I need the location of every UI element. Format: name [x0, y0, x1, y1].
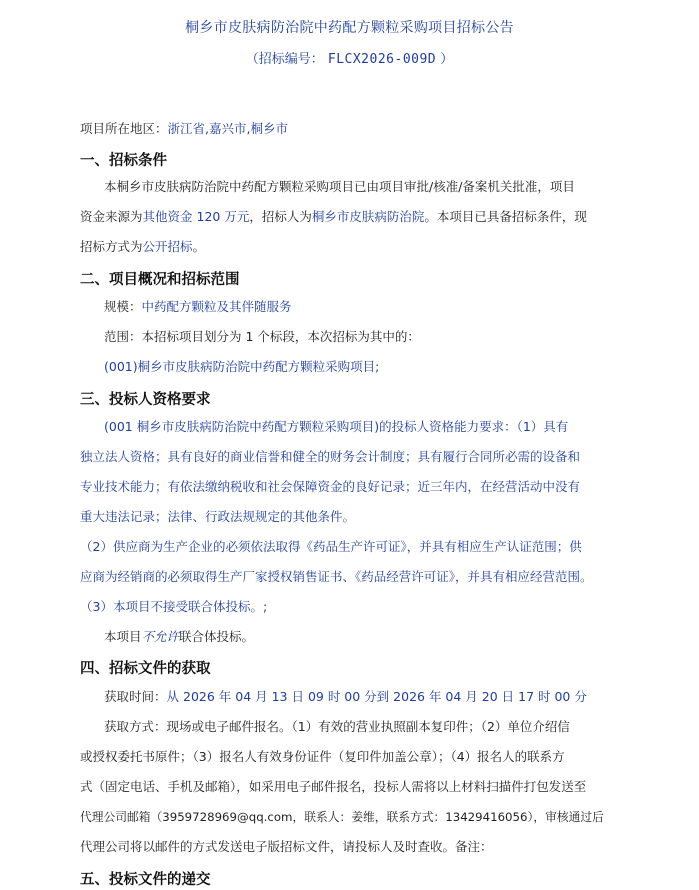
page-title: 桐乡市皮肤病防治院中药配方颗粒采购项目招标公告: [185, 20, 514, 36]
obtain-method-line-4: 代理公司邮箱（3959728969@qq.com，联系人：姜维，联系方式：13429416056），审核通过后: [80, 810, 604, 824]
qual-p1-line-4: 重大违法记录；法律、行政法规规定的其他条件。: [80, 509, 356, 524]
qual-p2-line-1: （2）供应商为生产企业的必须依法取得《药品生产许可证》，并具有相应生产认证范围；供: [80, 539, 582, 554]
joint-bid-tail: 联合体投标。: [179, 629, 255, 644]
qual-p1-line-3: 专业技术能力；有依法缴纳税收和社会保障资金的良好记录；近三年内，在经营活动中没有: [80, 479, 581, 494]
range-line: 范围：本招标项目划分为 1 个标段，本次招标为其中的：: [104, 329, 420, 344]
section-1-heading: 一、招标条件: [80, 153, 167, 169]
obtain-time-value: 从 2026 年 04 月 13 日 09 时 00 分到 2026 年 04 月 20 日 17 时 00 分: [166, 689, 587, 704]
obtain-time-line: [104, 688, 587, 706]
tender-code-suffix: ）: [440, 52, 454, 67]
s1-line-3-tail: 。: [192, 239, 206, 254]
tender-code: [0, 48, 699, 67]
section-3-heading: 三、投标人资格要求: [80, 392, 211, 408]
location-label: 项目所在地区：: [80, 121, 168, 136]
obtain-method-line-3: 式（固定电话、手机及邮箱），如采用电子邮件报名，投标人需将以上材料扫描件打包发送至: [80, 779, 587, 794]
section-2-heading: 二、项目概况和招标范围: [80, 272, 240, 288]
tender-method-label: 招标方式为: [80, 239, 143, 254]
fund-source-label: 资金来源为: [80, 209, 143, 224]
tender-method-value: 公开招标: [142, 239, 193, 254]
tenderer-value: 桐乡市皮肤病防治院: [311, 209, 425, 224]
s1-line-1: 本桐乡市皮肤病防治院中药配方颗粒采购项目已由项目审批/核准/备案机关批准，项目: [104, 179, 575, 194]
location-line: [80, 120, 288, 138]
joint-bid-line: [104, 628, 254, 646]
qual-p1-line-2: 独立法人资格；具有良好的商业信誉和健全的财务会计制度；具有履行合同所必需的设备和: [80, 449, 581, 464]
section-5-heading: 五、投标文件的递交: [80, 872, 211, 888]
s1-line-2-tail: 。本项目已具备招标条件，现: [424, 209, 587, 224]
qual-p3-line: （3）本项目不接受联合体投标。;: [80, 599, 268, 614]
tenderer-label: ，招标人为: [249, 209, 312, 224]
tender-code-prefix: （招标编号：: [245, 52, 324, 67]
joint-bid-value: 不允许: [141, 629, 180, 644]
s1-line-3: [80, 238, 205, 256]
tender-code-value: FLCX2026-009D: [327, 52, 437, 67]
location-value: 浙江省,嘉兴市,桐乡市: [167, 121, 288, 136]
obtain-method-line-1: 获取方式：现场或电子邮件报名。（1）有效的营业执照副本复印件；（2）单位介绍信: [104, 719, 570, 734]
scale-label: 规模：: [104, 299, 142, 314]
lot-line: (001)桐乡市皮肤病防治院中药配方颗粒采购项目;: [104, 359, 380, 374]
s1-line-2: [80, 208, 587, 226]
scale-line: [104, 298, 292, 316]
obtain-time-label: 获取时间：: [104, 689, 167, 704]
qual-p2-line-2: 应商为经销商的必须取得生产厂家授权销售证书、《药品经营许可证》，并具有相应经营范围。: [80, 569, 593, 584]
section-4-heading: 四、招标文件的获取: [80, 661, 211, 677]
obtain-method-line-5: 代理公司将以邮件的方式发送电子版招标文件，请投标人及时查收。备注：: [80, 839, 493, 854]
qual-p1-line-1: (001 桐乡市皮肤病防治院中药配方颗粒采购项目)的投标人资格能力要求：（1）具有: [104, 419, 569, 434]
scale-value: 中药配方颗粒及其伴随服务: [141, 299, 292, 314]
obtain-method-line-2: 或授权委托书原件；（3）报名人有效身份证件（复印件加盖公章）；（4）报名人的联系方: [80, 749, 565, 764]
fund-source-value: 其他资金 120 万元: [142, 209, 250, 224]
joint-bid-label: 本项目: [104, 629, 142, 644]
